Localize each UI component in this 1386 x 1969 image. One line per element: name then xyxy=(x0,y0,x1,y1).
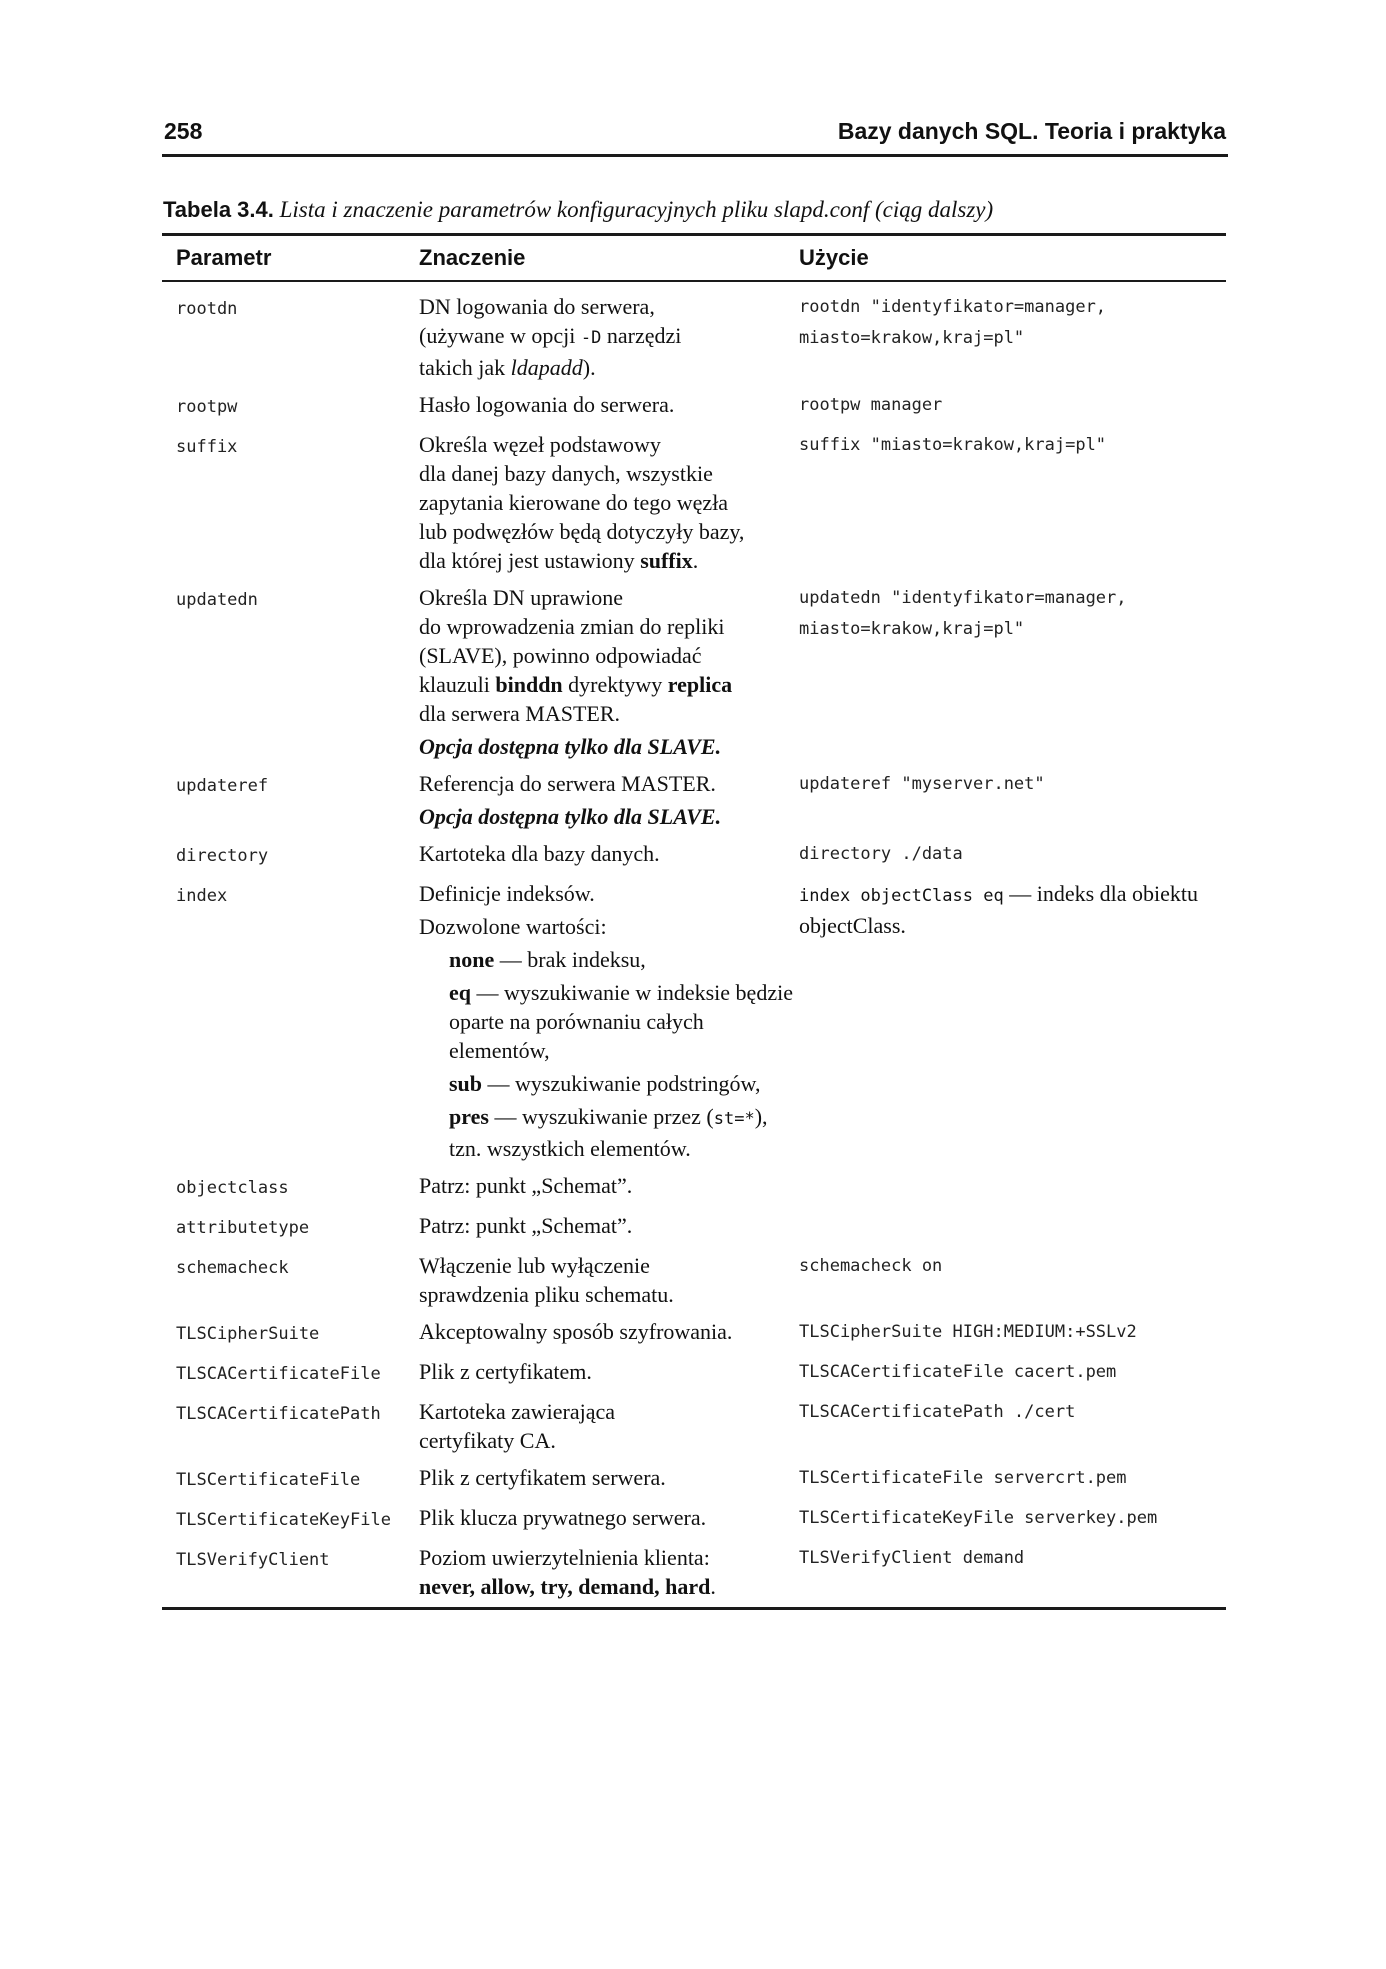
meaning-line: Określa DN uprawione xyxy=(419,585,624,610)
param-name: suffix xyxy=(176,437,238,457)
value-term: pres xyxy=(449,1104,489,1129)
param-meaning: Plik z certyfikatem serwera. xyxy=(419,1465,666,1490)
table-row xyxy=(162,1353,1226,1393)
usage-code: TLSCACertificatePath ./cert xyxy=(799,1402,1076,1422)
meaning-text: . xyxy=(692,548,699,573)
param-name: attributetype xyxy=(176,1218,310,1238)
usage-code: TLSCipherSuite HIGH:MEDIUM:+SSLv2 xyxy=(799,1322,1137,1342)
usage-code: miasto=krakow,kraj=pl" xyxy=(799,328,1025,348)
list-item xyxy=(449,978,793,1065)
table-header-row xyxy=(162,235,1226,282)
caption-label: Tabela 3.4. xyxy=(163,197,274,222)
table-row xyxy=(162,835,1226,875)
param-name: TLSCertificateFile xyxy=(176,1470,361,1490)
param-name: TLSCACertificatePath xyxy=(176,1404,381,1424)
usage-code: miasto=krakow,kraj=pl" xyxy=(799,619,1025,639)
param-meaning xyxy=(409,1247,793,1313)
column-header-usage: Użycie xyxy=(793,235,1226,282)
param-meaning: Plik klucza prywatnego serwera. xyxy=(419,1505,707,1530)
running-title: Bazy danych SQL. Teoria i praktyka xyxy=(837,118,1226,144)
table-row xyxy=(162,1207,1226,1247)
parameters-table xyxy=(162,233,1226,1610)
usage-code: suffix "miasto=krakow,kraj=pl" xyxy=(799,435,1107,455)
param-meaning: Kartoteka dla bazy danych. xyxy=(419,841,660,866)
param-name: TLSVerifyClient xyxy=(176,1550,330,1570)
page-number: 258 xyxy=(164,118,203,144)
param-usage xyxy=(793,875,1226,1167)
meaning-text: narzędzi xyxy=(601,323,682,348)
param-name: updatedn xyxy=(176,590,258,610)
param-name: rootpw xyxy=(176,397,238,417)
meaning-bold: never, allow, try, demand, hard xyxy=(419,1574,711,1599)
param-name: index xyxy=(176,886,228,906)
allowed-values-list xyxy=(419,945,793,1163)
usage-code: index objectClass eq xyxy=(799,886,1004,906)
meaning-line: Kartoteka zawierająca xyxy=(419,1399,616,1424)
column-header-meaning: Znaczenie xyxy=(409,235,793,282)
param-meaning xyxy=(409,426,793,579)
table-row xyxy=(162,1313,1226,1353)
meaning-text: klauzuli xyxy=(419,672,496,697)
meaning-line: Referencja do serwera MASTER. xyxy=(419,771,716,796)
table-row xyxy=(162,1393,1226,1459)
param-meaning xyxy=(409,765,793,835)
list-item xyxy=(449,1102,793,1163)
caption-text: Lista i znaczenie parametrów konfiguracyjnych pliku slapd.conf (ciąg dalszy) xyxy=(279,197,994,222)
value-desc: — wyszukiwanie przez ( xyxy=(488,1104,714,1129)
param-meaning: Plik z certyfikatem. xyxy=(419,1359,592,1384)
table-row xyxy=(162,1459,1226,1499)
meaning-line: dla serwera MASTER. xyxy=(419,701,621,726)
param-name: TLSCACertificateFile xyxy=(176,1364,381,1384)
usage-code: TLSCertificateFile servercrt.pem xyxy=(799,1468,1127,1488)
param-name: directory xyxy=(176,846,269,866)
meaning-line: Poziom uwierzytelnienia klienta: xyxy=(419,1545,710,1570)
table-row xyxy=(162,1167,1226,1207)
param-usage xyxy=(793,1207,1226,1247)
table-row xyxy=(162,875,1226,1167)
meaning-line: sprawdzenia pliku schematu. xyxy=(419,1282,674,1307)
meaning-line: zapytania kierowane do tego węzła xyxy=(419,490,729,515)
table-caption xyxy=(163,197,1233,223)
meaning-line: (SLAVE), powinno odpowiadać xyxy=(419,643,702,668)
slave-only-note: Opcja dostępna tylko dla SLAVE. xyxy=(419,804,722,829)
usage-code: updateref "myserver.net" xyxy=(799,774,1045,794)
param-usage xyxy=(793,1167,1226,1207)
param-meaning xyxy=(409,875,793,1167)
param-name: schemacheck xyxy=(176,1258,289,1278)
value-term: sub xyxy=(449,1071,483,1096)
value-term: none xyxy=(449,947,495,972)
param-name: TLSCipherSuite xyxy=(176,1324,320,1344)
usage-code: TLSCACertificateFile cacert.pem xyxy=(799,1362,1117,1382)
meaning-line: DN logowania do serwera, xyxy=(419,294,655,319)
param-name: rootdn xyxy=(176,299,238,319)
value-term: eq xyxy=(449,980,471,1005)
meaning-text: . xyxy=(710,1574,716,1599)
meaning-line: Włączenie lub wyłączenie xyxy=(419,1253,650,1278)
meaning-line: lub podwęzłów będą dotyczyły bazy, xyxy=(419,519,745,544)
meaning-text: ). xyxy=(582,355,596,380)
param-name: updateref xyxy=(176,776,269,796)
meaning-line: Dozwolone wartości: xyxy=(419,914,607,939)
usage-text: — indeks dla obiektu objectClass. xyxy=(799,881,1199,938)
table-row xyxy=(162,386,1226,426)
usage-code: directory ./data xyxy=(799,844,963,864)
param-meaning: Patrz: punkt „Schemat”. xyxy=(419,1213,633,1238)
usage-code: updatedn "identyfikator=manager, xyxy=(799,588,1127,608)
param-meaning: Hasło logowania do serwera. xyxy=(419,392,675,417)
param-name: objectclass xyxy=(176,1178,289,1198)
value-code: st=* xyxy=(713,1109,755,1129)
meaning-line: Określa węzeł podstawowy xyxy=(419,432,661,457)
list-item xyxy=(449,1069,793,1098)
value-desc: ), tzn. wszystkich elementów. xyxy=(449,1104,768,1161)
param-meaning xyxy=(409,579,793,765)
meaning-text: takich jak xyxy=(419,355,511,380)
list-item xyxy=(449,945,793,974)
param-usage xyxy=(793,281,1226,386)
value-desc: — brak indeksu, xyxy=(494,947,646,972)
param-meaning xyxy=(409,1393,793,1459)
meaning-line: Definicje indeksów. xyxy=(419,881,595,906)
meaning-line: certyfikaty CA. xyxy=(419,1428,556,1453)
table-row xyxy=(162,281,1226,386)
meaning-bold: binddn xyxy=(495,672,563,697)
meaning-line: do wprowadzenia zmian do repliki xyxy=(419,614,725,639)
table-row xyxy=(162,1499,1226,1539)
param-name: TLSCertificateKeyFile xyxy=(176,1510,391,1530)
meaning-italic: ldapadd xyxy=(510,355,583,380)
usage-code: TLSVerifyClient demand xyxy=(799,1548,1025,1568)
table-row xyxy=(162,1539,1226,1609)
meaning-code: -D xyxy=(580,328,602,348)
usage-code: TLSCertificateKeyFile serverkey.pem xyxy=(799,1508,1158,1528)
value-desc: — wyszukiwanie podstringów, xyxy=(482,1071,761,1096)
table-row xyxy=(162,579,1226,765)
meaning-line: dla danej bazy danych, wszystkie xyxy=(419,461,713,486)
param-meaning: Patrz: punkt „Schemat”. xyxy=(419,1173,633,1198)
usage-code: rootdn "identyfikator=manager, xyxy=(799,297,1107,317)
param-meaning xyxy=(409,1539,793,1609)
meaning-text: dyrektywy xyxy=(562,672,668,697)
table-row xyxy=(162,765,1226,835)
param-meaning: Akceptowalny sposób szyfrowania. xyxy=(419,1319,733,1344)
slave-only-note: Opcja dostępna tylko dla SLAVE. xyxy=(419,734,722,759)
usage-code: rootpw manager xyxy=(799,395,943,415)
meaning-text: (używane w opcji xyxy=(419,323,581,348)
table-row xyxy=(162,1247,1226,1313)
table-row xyxy=(162,426,1226,579)
column-header-parameter: Parametr xyxy=(162,235,409,282)
page-header xyxy=(162,118,1228,157)
usage-code: schemacheck on xyxy=(799,1256,943,1276)
meaning-bold: suffix xyxy=(640,548,693,573)
param-meaning xyxy=(409,281,793,386)
meaning-text: dla której jest ustawiony xyxy=(419,548,641,573)
meaning-bold: replica xyxy=(667,672,733,697)
value-desc: — wyszukiwanie w indeksie będzie oparte na porównaniu całych elementów, xyxy=(449,980,793,1063)
